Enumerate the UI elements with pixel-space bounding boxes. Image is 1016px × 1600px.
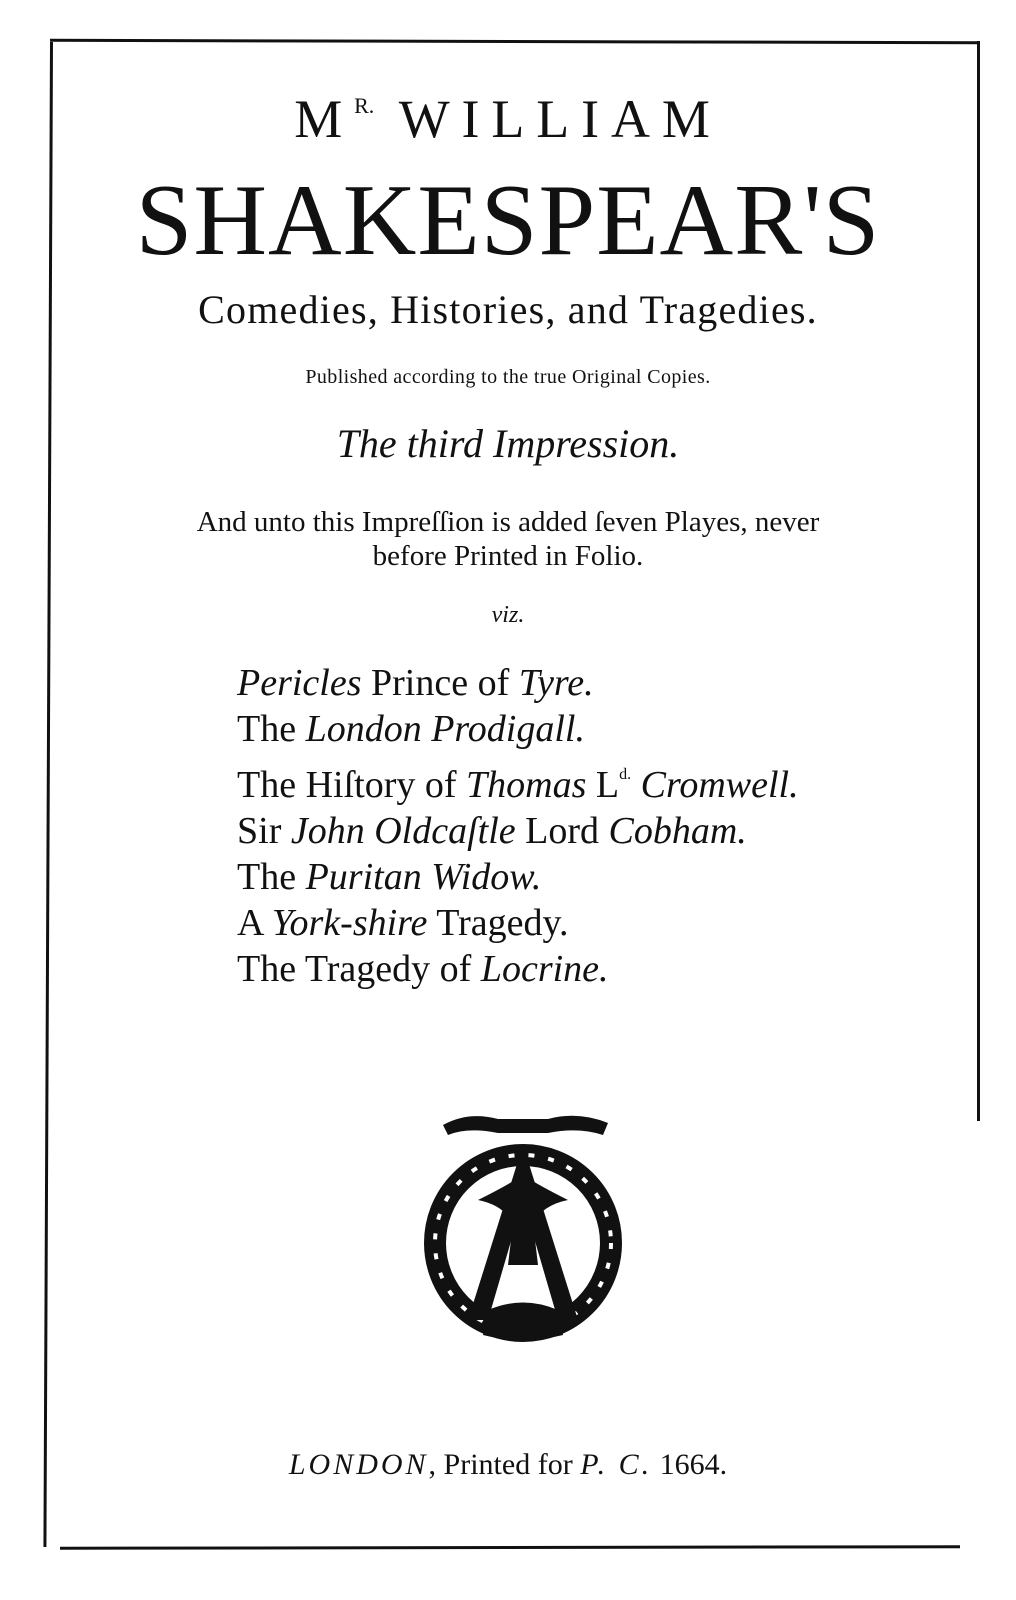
play-item: Sir John Oldcaſtle Lord Cobham. bbox=[237, 810, 747, 852]
impression-note: The third Impression. bbox=[336, 421, 680, 466]
play-item: The Puritan Widow. bbox=[237, 856, 542, 898]
play-item: A York-shire Tragedy. bbox=[237, 902, 569, 944]
play-item: The Tragedy of Locrine. bbox=[237, 948, 609, 990]
border-bottom bbox=[60, 1545, 960, 1550]
author-prefix-sup: R. bbox=[354, 93, 375, 118]
added-plays-note bbox=[0, 505, 1016, 573]
author-firstname: WILLIAM bbox=[374, 89, 722, 149]
play-item: Pericles Prince of Tyre. bbox=[237, 662, 594, 704]
printers-device-emblem bbox=[408, 1105, 638, 1345]
added-plays-line-2: before Printed in Folio. bbox=[372, 540, 644, 572]
border-top bbox=[50, 39, 980, 44]
imprint-printer: P. C. bbox=[580, 1448, 653, 1481]
plays-list bbox=[237, 660, 799, 992]
published-note: Published according to the true Original Copies. bbox=[305, 366, 711, 388]
added-plays-line-1: And unto this Impreſſion is added ſeven Playes, never bbox=[196, 506, 820, 538]
viz-label: viz. bbox=[491, 602, 525, 628]
author-surname: SHAKESPEAR'S bbox=[135, 164, 881, 277]
author-line bbox=[0, 88, 1016, 150]
imprint-line: LONDON, Printed for P. C. 1664. bbox=[288, 1448, 728, 1481]
author-prefix: M bbox=[294, 89, 355, 149]
imprint-year: 1664. bbox=[652, 1448, 728, 1481]
imprint-city: LONDON bbox=[288, 1448, 429, 1481]
play-item: The Hiſtory of Thomas $L^{d.}$ Cromwell. bbox=[237, 764, 799, 806]
play-item: The London Prodigall. bbox=[237, 708, 585, 750]
work-title: Comedies, Histories, and Tragedies. bbox=[198, 287, 818, 332]
